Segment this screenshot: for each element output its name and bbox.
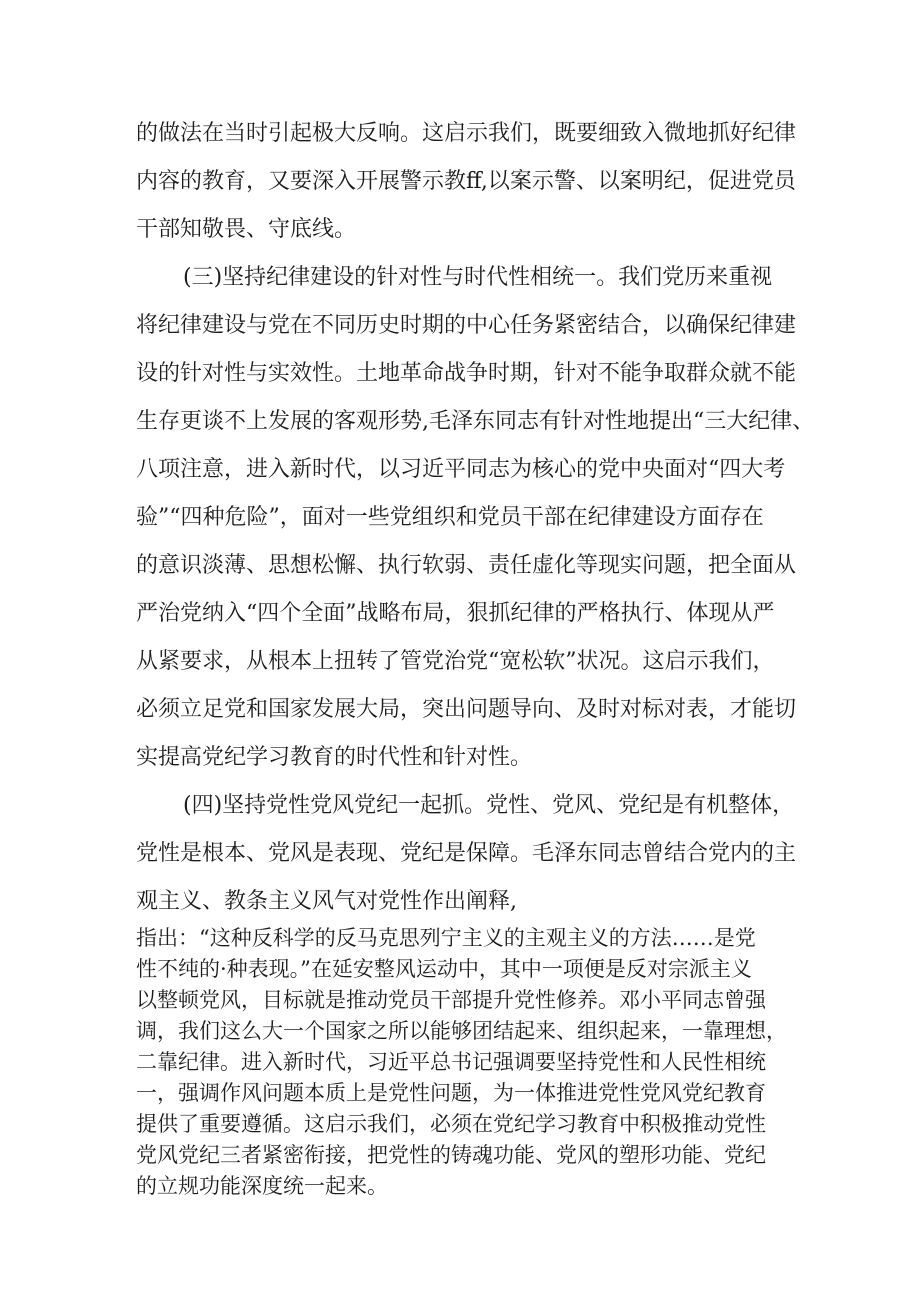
text-line-7: 生存更谈不上发展的客观形势,毛泽东同志有针对性地提出“三大纪律、 (136, 409, 815, 434)
section-heading-four: (四)坚持党性党风党纪一起抓。党性、党风、党纪是有机整体， (183, 793, 795, 818)
text-line-23: 一，强调作风问题本质上是党性问题，为一体推进党性党风党纪教育 (136, 1081, 766, 1105)
text-line-9: 验”“四种危险”，面对一些党组织和党员干部在纪律建设方面存在 (136, 505, 764, 530)
text-line-5: 将纪律建设与党在不同历史时期的中心任务紧密结合，以确保纪律建 (136, 313, 797, 338)
text-line-3: 干部知敬畏、守底线。 (136, 217, 357, 242)
text-line-18: 指出：“这种反科学的反马克思列宁主义的主观主义的方法……是党 (136, 926, 756, 950)
text-line-12: 从紧要求，从根本上扭转了管党治党“宽松软”状况。这启示我们， (136, 649, 775, 674)
text-line-10: 的意识淡薄、思想松懈、执行软弱、责任虚化等现实问题，把全面从 (136, 553, 797, 578)
section-heading-three: (三)坚持纪律建设的针对性与时代性相统一。我们党历来重视 (183, 265, 773, 290)
text-line-16: 党性是根本、党风是表现、党纪是保障。毛泽东同志曾结合党内的主 (136, 841, 797, 866)
text-line-21: 调，我们这么大一个国家之所以能够团结起来、组织起来，一靠理想， (136, 1019, 787, 1043)
text-line-26: 的立规功能深度统一起来。 (136, 1174, 388, 1198)
text-line-11: 严治党纳入“四个全面”战略布局，狠抓纪律的严格执行、体现从严 (136, 601, 775, 626)
text-line-17: 观主义、教条主义风气对党性作出阐释, (136, 889, 517, 914)
text-line-25: 党风党纪三者紧密衔接，把党性的铸魂功能、党风的塑形功能、党纪 (136, 1143, 766, 1167)
text-line-8: 八项注意，进入新时代，以习近平同志为核心的党中央面对“四大考 (136, 457, 786, 482)
text-line-6: 设的针对性与实效性。土地革命战争时期，针对不能争取群众就不能 (136, 361, 797, 386)
text-line-22: 二靠纪律。进入新时代，习近平总书记强调要坚持党性和人民性相统 (136, 1050, 766, 1074)
text-line-2: 内容的教育，又要深入开展警示教ff,以案示警、以案明纪，促进党员 (136, 169, 796, 194)
text-line-19: 性不纯的·种表现。”在延安整风运动中，其中一项便是反对宗派主义 (136, 957, 752, 981)
text-line-24: 提供了重要遵循。这启示我们，必须在党纪学习教育中积极推动党性 (136, 1112, 766, 1136)
text-line-1: 的做法在当时引起极大反响。这启示我们，既要细致入微地抓好纪律 (136, 121, 797, 146)
text-line-20: 以整顿党风，目标就是推动党员干部提升党性修养。邓小平同志曾强 (136, 988, 766, 1012)
text-line-14: 实提高党纪学习教育的时代性和针对性。 (136, 745, 533, 770)
text-line-13: 必须立足党和国家发展大局，突出问题导向、及时对标对表，才能切 (136, 697, 797, 722)
